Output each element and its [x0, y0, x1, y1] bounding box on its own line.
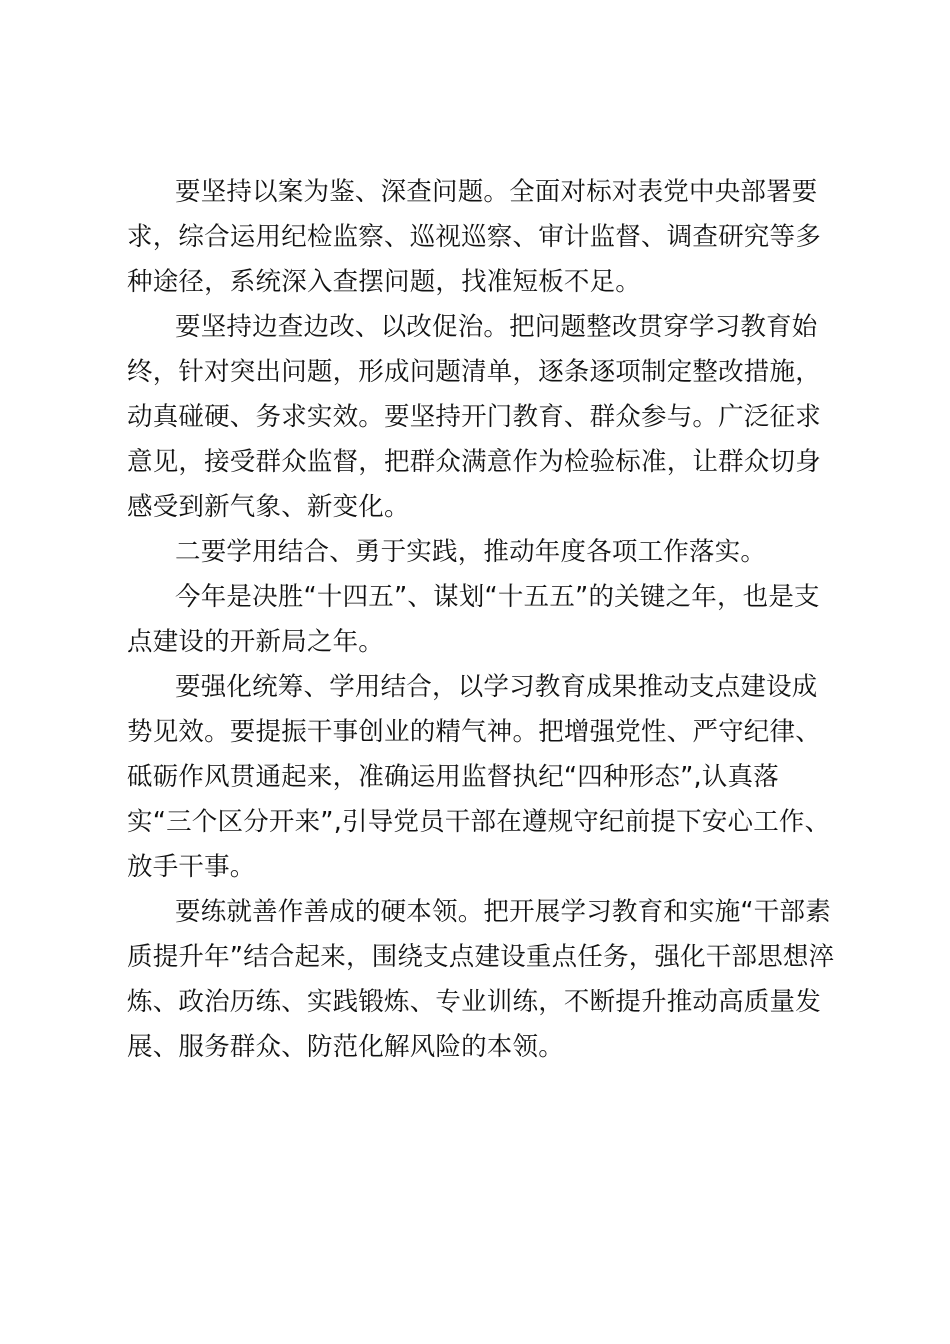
text-line: 二要学用结合、勇于实践，推动年度各项工作落实。 [175, 537, 767, 567]
text-line: 实“三个区分开来”,引导党员干部在遵规守纪前提下安心工作、 [127, 807, 831, 837]
paragraph-6 [127, 890, 835, 1070]
text-line: 终，针对突出问题，形成问题清单，逐条逐项制定整改措施， [127, 357, 821, 387]
text-line: 今年是决胜“十四五”、谋划“十五五”的关键之年，也是支 [175, 582, 820, 612]
paragraph-1 [127, 170, 827, 305]
text-line: 要坚持以案为鉴、深查问题。全面对标对表党中央部署要 [175, 177, 818, 207]
paragraph-3 [127, 530, 827, 575]
text-line: 势见效。要提振干事创业的精气神。把增强党性、严守纪律、 [127, 717, 821, 747]
text-line: 砥砺作风贯通起来，准确运用监督执纪“四种形态”,认真落 [127, 762, 779, 792]
text-line: 要坚持边查边改、以改促治。把问题整改贯穿学习教育始 [175, 312, 818, 342]
text-line: 点建设的开新局之年。 [127, 627, 385, 657]
document-body [127, 170, 835, 1070]
text-line: 要强化统筹、学用结合，以学习教育成果推动支点建设成 [175, 672, 818, 702]
text-line: 放手干事。 [127, 852, 256, 882]
text-line: 求，综合运用纪检监察、巡视巡察、审计监督、调查研究等多 [127, 222, 821, 252]
text-line: 意见，接受群众监督，把群众满意作为检验标准，让群众切身 [127, 447, 821, 477]
paragraph-4 [127, 575, 827, 665]
text-line: 要练就善作善成的硬本领。把开展学习教育和实施“干部素 [175, 897, 831, 927]
text-line: 动真碰硬、务求实效。要坚持开门教育、群众参与。广泛征求 [127, 402, 821, 432]
text-line: 感受到新气象、新变化。 [127, 492, 410, 522]
text-line: 展、服务群众、防范化解风险的本领。 [127, 1032, 564, 1062]
text-line: 炼、政治历练、实践锻炼、专业训练，不断提升推动高质量发 [127, 987, 821, 1017]
paragraph-2 [127, 305, 827, 530]
text-line: 质提升年”结合起来，围绕支点建设重点任务，强化干部思想淬 [127, 942, 835, 972]
text-line: 种途径，系统深入查摆问题，找准短板不足。 [127, 267, 642, 297]
paragraph-5 [127, 665, 831, 890]
